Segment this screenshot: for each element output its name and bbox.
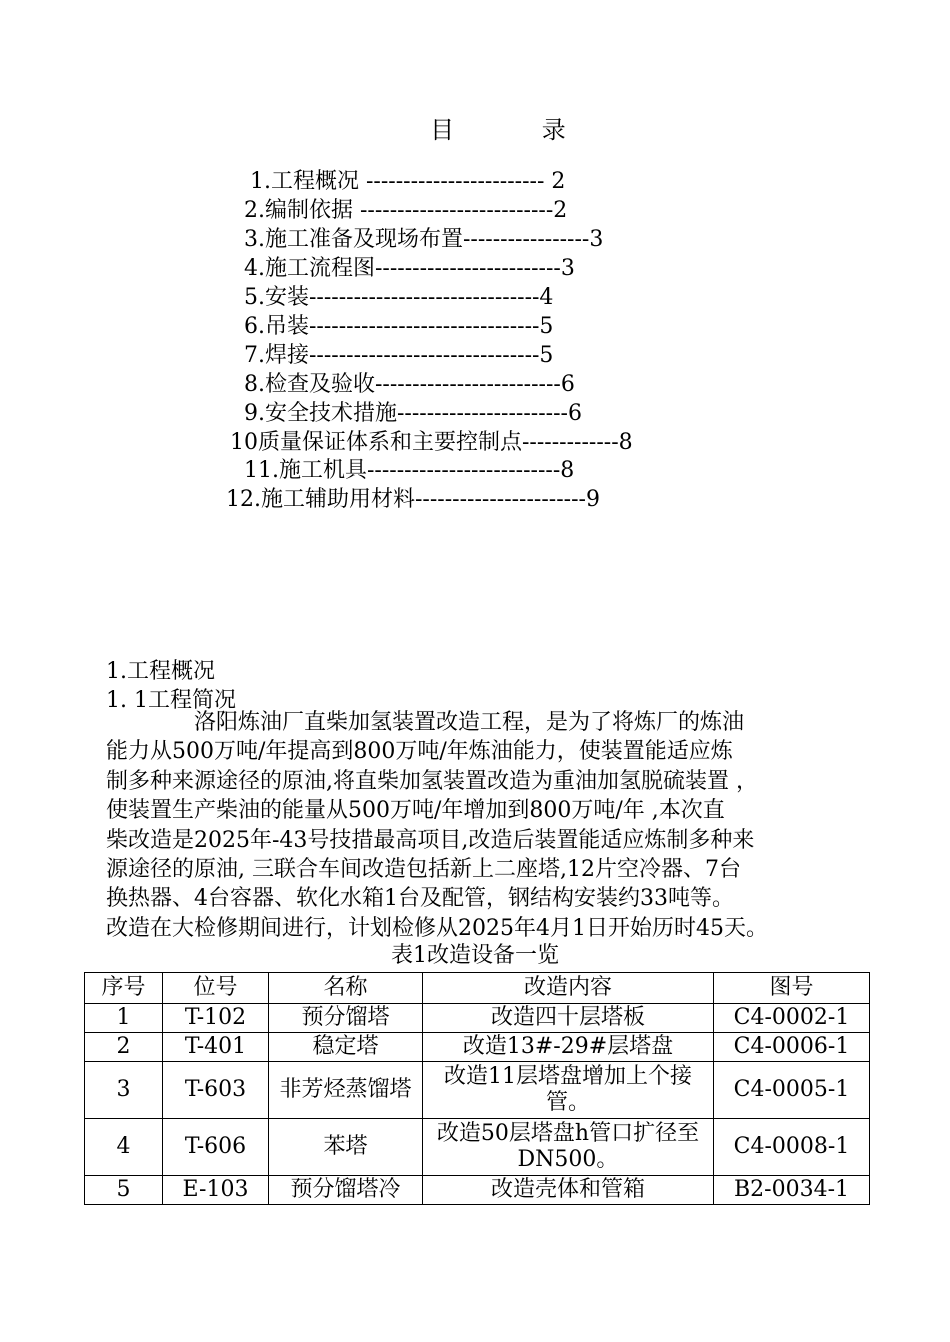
table-cell: 改造四十层塔板 — [423, 1004, 714, 1033]
table-cell: 改造11层塔盘增加上个接管。 — [423, 1062, 714, 1119]
table-cell: 改造50层塔盘h管口扩径至DN500。 — [423, 1119, 714, 1176]
table-row — [85, 1062, 870, 1119]
table-cell: 非芳烃蒸馏塔 — [269, 1062, 423, 1119]
paragraph-line: 使装置生产柴油的能量从500万吨/年增加到800万吨/年 ,本次直 — [106, 798, 725, 824]
table-cell: 预分馏塔 — [269, 1004, 423, 1033]
table-cell: E-103 — [163, 1176, 269, 1205]
equipment-table — [84, 972, 870, 1205]
table-cell: C4-0005-1 — [714, 1062, 870, 1119]
toc-item[interactable]: 2.编制依据 --------------------------2 — [244, 198, 568, 223]
toc-item[interactable]: 12.施工辅助用材料-----------------------9 — [226, 487, 600, 512]
paragraph-line: 改造在大检修期间进行，计划检修从2025年4月1日开始历时45天。 — [106, 915, 768, 941]
toc-item[interactable]: 5.安装-------------------------------4 — [244, 285, 554, 310]
table-cell: 预分馏塔冷 — [269, 1176, 423, 1205]
header-cell: 序号 — [85, 973, 163, 1004]
table-cell: 改造13#-29#层塔盘 — [423, 1033, 714, 1062]
toc-item[interactable]: 9.安全技术措施-----------------------6 — [244, 401, 582, 426]
table-cell: 1 — [85, 1004, 163, 1033]
table-row — [85, 1033, 870, 1062]
table-cell: 5 — [85, 1176, 163, 1205]
section-heading: 1.工程概况 — [106, 659, 215, 684]
table-cell: C4-0006-1 — [714, 1033, 870, 1062]
toc-item[interactable]: 11.施工机具--------------------------8 — [244, 458, 575, 483]
table-cell: T-401 — [163, 1033, 269, 1062]
section-subheading: 1. 1工程简况 — [106, 688, 236, 713]
toc-item[interactable]: 1.工程概况 ------------------------ 2 — [250, 169, 566, 194]
toc-item[interactable]: 3.施工准备及现场布置-----------------3 — [244, 227, 604, 252]
table-cell: 稳定塔 — [269, 1033, 423, 1062]
toc-item[interactable]: 10质量保证体系和主要控制点-------------8 — [230, 430, 633, 455]
header-cell: 位号 — [163, 973, 269, 1004]
table-cell: T-102 — [163, 1004, 269, 1033]
toc-title: 目 录 — [430, 116, 606, 144]
paragraph-line: 洛阳炼油厂直柴加氢装置改造工程，是为了将炼厂的炼油 — [106, 710, 745, 735]
toc-item[interactable]: 6.吊装-------------------------------5 — [244, 314, 554, 339]
header-cell: 改造内容 — [423, 973, 714, 1004]
table-cell: 苯塔 — [269, 1119, 423, 1176]
table-cell: C4-0002-1 — [714, 1004, 870, 1033]
table-cell: T-606 — [163, 1119, 269, 1176]
table-caption: 表1改造设备一览 — [391, 943, 559, 968]
section-paragraph — [106, 708, 896, 943]
paragraph-line: 能力从500万吨/年提高到800万吨/年炼油能力，使装置能适应炼 — [106, 739, 733, 765]
table-cell: 4 — [85, 1119, 163, 1176]
table-row — [85, 1004, 870, 1033]
header-cell: 名称 — [269, 973, 423, 1004]
table-cell: 改造壳体和管箱 — [423, 1176, 714, 1205]
table-row — [85, 1176, 870, 1205]
paragraph-line: 换热器、4台容器、软化水箱1台及配管，钢结构安装约33吨等。 — [106, 886, 734, 912]
table-cell: C4-0008-1 — [714, 1119, 870, 1176]
table-header-row — [85, 973, 870, 1004]
table-row — [85, 1119, 870, 1176]
table-cell: T-603 — [163, 1062, 269, 1119]
table-cell: 3 — [85, 1062, 163, 1119]
toc-item[interactable]: 8.检查及验收-------------------------6 — [244, 372, 575, 397]
paragraph-line: 柴改造是2025年-43号技措最高项目,改造后装置能适应炼制多种来 — [106, 827, 755, 853]
toc-item[interactable]: 7.焊接-------------------------------5 — [244, 343, 554, 368]
toc-item[interactable]: 4.施工流程图-------------------------3 — [244, 256, 575, 281]
paragraph-line: 制多种来源途径的原油,将直柴加氢装置改造为重油加氢脱硫装置 ， — [106, 768, 758, 794]
table-cell: B2-0034-1 — [714, 1176, 870, 1205]
table-cell: 2 — [85, 1033, 163, 1062]
paragraph-line: 源途径的原油, 三联合车间改造包括新上二座塔,12片空冷器、7台 — [106, 857, 741, 883]
header-cell: 图号 — [714, 973, 870, 1004]
